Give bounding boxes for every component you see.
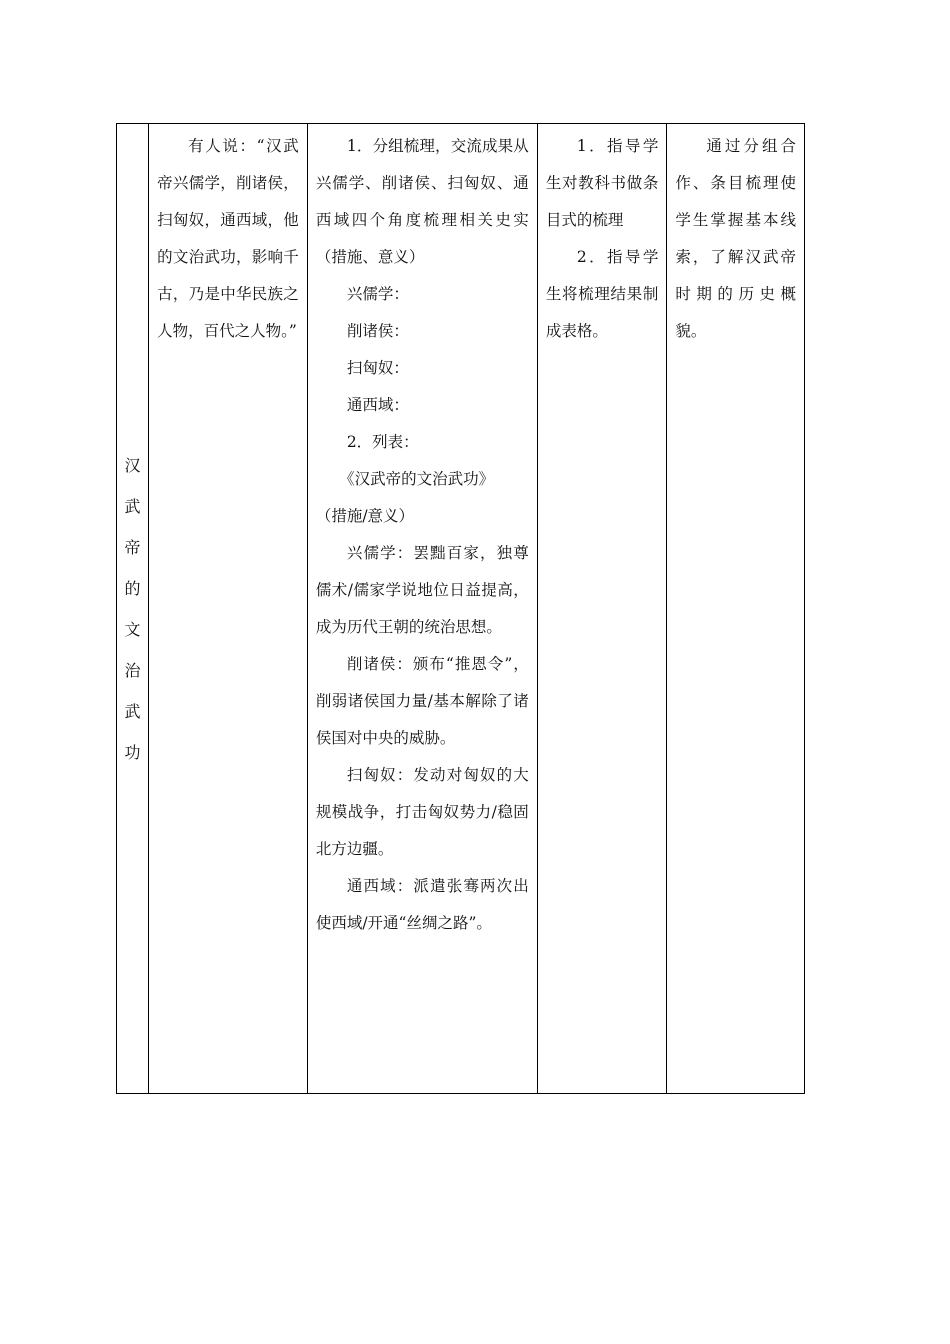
topic-char: 的 (124, 578, 141, 598)
activity-step1: 1．分组梳理，交流成果从兴儒学、削诸侯、扫匈奴、通西域四个角度梳理相关史实（措施、意义） (315, 137, 529, 266)
topic-char: 功 (124, 742, 141, 762)
activity-item: 削诸侯： (346, 322, 409, 340)
activity-item: 通西域： (346, 396, 409, 414)
activity-step2: 2．列表： (346, 433, 419, 451)
list-title: 《汉武帝的文治武功》 (339, 470, 495, 488)
teacher-step: 1．指导学生对教科书做条目式的梳理 (545, 137, 659, 229)
topic-char: 武 (124, 496, 141, 516)
topic-char: 汉 (124, 455, 141, 475)
activity-item: 兴儒学： (346, 285, 409, 303)
intent-cell (667, 124, 805, 1094)
answer-item: 削诸侯：颁布“推恩令”，削弱诸侯国力量/基本解除了诸侯国对中央的威胁。 (315, 655, 529, 747)
lesson-plan-table (116, 123, 805, 1094)
topic-char: 文 (124, 619, 141, 639)
answer-item: 兴儒学：罢黜百家，独尊儒术/儒家学说地位日益提高，成为历代王朝的统治思想。 (315, 544, 529, 636)
activity-cell (307, 124, 537, 1094)
answer-item: 扫匈奴：发动对匈奴的大规模战争，打击匈奴势力/稳固北方边疆。 (315, 766, 529, 858)
teacher-cell (537, 124, 667, 1094)
list-subtitle: （措施/意义） (315, 507, 415, 525)
activity-item: 扫匈奴： (346, 359, 409, 377)
teacher-step: 2．指导学生将梳理结果制成表格。 (545, 248, 659, 340)
quote-text: 有人说：“汉武帝兴儒学，削诸侯，扫匈奴，通西域，他的文治武功，影响千古，乃是中华民族之人物，百代之人物。” (157, 137, 299, 340)
topic-cell (117, 124, 149, 1094)
topic-vertical-text (117, 445, 148, 773)
topic-char: 武 (124, 701, 141, 721)
topic-char: 帝 (124, 537, 141, 557)
intent-text: 通过分组合作、条目梳理使学生掌握基本线索，了解汉武帝时期的历史概貌。 (675, 137, 796, 340)
table-row (117, 124, 805, 1094)
answer-item: 通西域：派遣张骞两次出使西域/开通“丝绸之路”。 (315, 877, 529, 932)
topic-char: 治 (124, 660, 141, 680)
quote-cell (149, 124, 308, 1094)
